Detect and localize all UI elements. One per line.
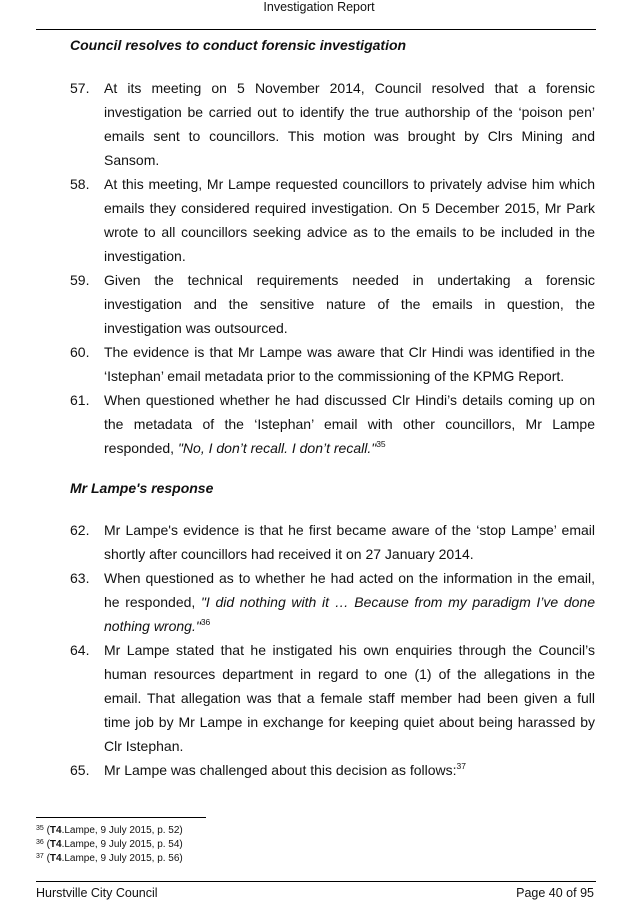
- footnote-text: .Lampe, 9 July 2015, p. 52): [61, 825, 183, 836]
- footnote-divider: [36, 817, 206, 818]
- footnote-number: 35: [36, 825, 44, 832]
- paragraph-body: When questioned whether he had discussed Clr Hindi’s details coming up on the metadata of the ‘Istephan’ email with other councillors, Mr Lampe responded,: [104, 392, 595, 456]
- paragraph-58: [70, 172, 595, 268]
- paragraph-number: 64.: [70, 642, 90, 658]
- footnote-transcript-ref: T4: [49, 839, 62, 850]
- quoted-response: "No, I don’t recall. I don’t recall.": [177, 440, 377, 456]
- paragraph-text: [104, 758, 595, 782]
- footnote-reference[interactable]: 35: [376, 439, 386, 449]
- paragraph-number: 57.: [70, 80, 90, 96]
- paragraph-text: Mr Lampe stated that he instigated his own enquiries through the Council’s human resources department in regard to one (1) of the allegations in the email. That allegation was that a female staff member had been given a full time job by Mr Lampe in exchange for keeping quiet about being harassed by Clr Istephan.: [104, 642, 595, 754]
- quoted-response: "I did nothing with it … Because from my paradigm I’ve done nothing wrong.": [104, 594, 595, 634]
- footer-divider: [36, 881, 596, 882]
- footnote-text: .Lampe, 9 July 2015, p. 54): [61, 839, 183, 850]
- page-header-title: Investigation Report: [263, 0, 375, 14]
- paragraph-number: 63.: [70, 570, 90, 586]
- paragraph-60: [70, 340, 595, 388]
- paragraph-65: [70, 758, 595, 782]
- footnote-number: 37: [36, 853, 44, 860]
- paragraph-62: [70, 518, 595, 566]
- footnote-transcript-ref: T4: [49, 825, 62, 836]
- paragraph-number: 62.: [70, 522, 90, 538]
- footer-page-number: Page 40 of 95: [516, 886, 594, 900]
- paragraph-63: [70, 566, 595, 638]
- paragraph-text: The evidence is that Mr Lampe was aware that Clr Hindi was identified in the ‘Istephan’ email metadata prior to the commissioning of the KPMG Report.: [104, 344, 595, 384]
- paragraph-61: [70, 388, 595, 460]
- footnote-number: 36: [36, 839, 44, 846]
- footnote-reference[interactable]: 37: [456, 761, 466, 771]
- paragraph-57: [70, 76, 595, 172]
- footnote-36: $^{36}$ (T4.Lampe, 9 July 2015, p. 54): [36, 839, 183, 850]
- footnote-transcript-ref: T4: [49, 853, 62, 864]
- footnote-37: $^{37}$ (T4.Lampe, 9 July 2015, p. 56): [36, 853, 183, 864]
- footnote-35: $^{35}$ (T4.Lampe, 9 July 2015, p. 52): [36, 825, 183, 836]
- section-heading-lampe-response: Mr Lampe's response: [70, 480, 214, 496]
- paragraph-number: 65.: [70, 762, 90, 778]
- paragraph-64: [70, 638, 595, 758]
- paragraph-text: At its meeting on 5 November 2014, Council resolved that a forensic investigation be carried out to identify the true authorship of the ‘poison pen’ emails sent to councillors. This motion was brought by Clrs Mining and Sansom.: [104, 80, 595, 168]
- paragraph-text: At this meeting, Mr Lampe requested councillors to privately advise him which emails they considered required investigation. On 5 December 2015, Mr Park wrote to all councillors seeking advice as to the emails to be included in the investigation.: [104, 176, 595, 264]
- paragraph-text: Mr Lampe's evidence is that he first became aware of the ‘stop Lampe’ email shortly after councillors had received it on 27 January 2014.: [104, 522, 595, 562]
- footnote-reference[interactable]: 36: [200, 617, 211, 627]
- footer-organization: Hurstville City Council: [36, 886, 158, 900]
- paragraph-number: 61.: [70, 392, 90, 408]
- footnote-text: .Lampe, 9 July 2015, p. 56): [61, 853, 183, 864]
- paragraph-number: 58.: [70, 176, 90, 192]
- paragraph-body: Mr Lampe was challenged about this decision as follows:: [104, 762, 457, 778]
- paragraph-text: [104, 566, 595, 638]
- paragraph-text: [104, 388, 595, 460]
- paragraph-number: 59.: [70, 272, 90, 288]
- paragraph-text: Given the technical requirements needed in undertaking a forensic investigation and the sensitive nature of the emails in question, the investigation was outsourced.: [104, 272, 595, 336]
- paragraph-number: 60.: [70, 344, 90, 360]
- paragraph-body: When questioned as to whether he had acted on the information in the email, he responded,: [104, 570, 595, 610]
- paragraph-59: [70, 268, 595, 340]
- section-heading-forensic-investigation: Council resolves to conduct forensic investigation: [70, 37, 407, 53]
- header-divider: [36, 29, 596, 30]
